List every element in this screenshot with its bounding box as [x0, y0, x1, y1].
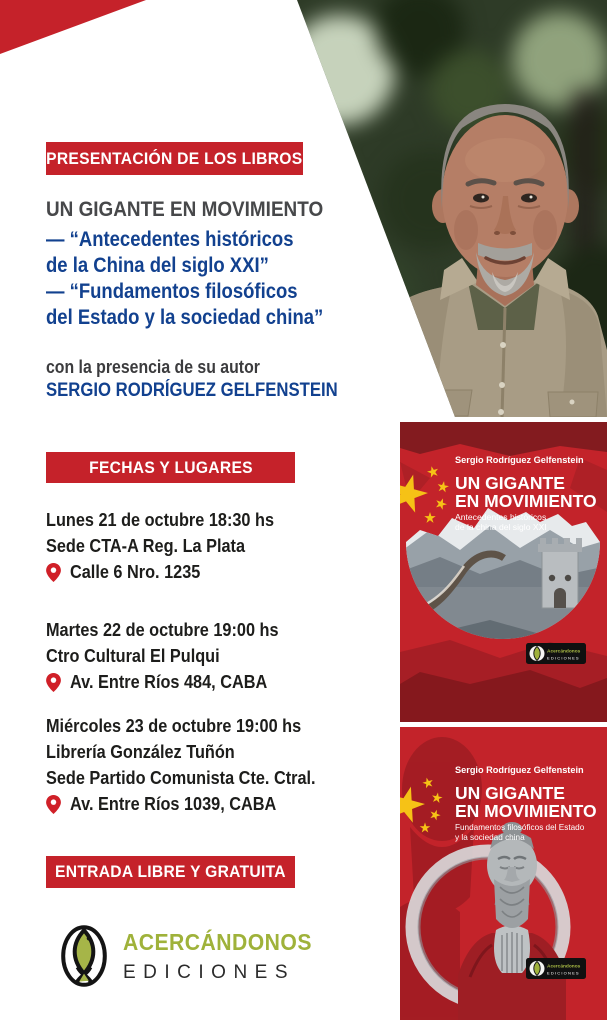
map-pin-icon [46, 673, 61, 692]
presence-line: con la presencia de su autor [46, 357, 260, 377]
event-venue: Sede CTA-A Reg. La Plata [46, 535, 246, 556]
event-address-row [46, 559, 386, 585]
subtitle-line-1: — “Antecedentes históricos [46, 228, 294, 251]
subtitle-line-2: de la China del siglo XXI” [46, 254, 269, 277]
cover-subtitle-line1: Fundamentos filosóficos del Estado [455, 823, 585, 832]
event-date: Lunes 21 de octubre 18:30 hs [46, 509, 275, 530]
dates-banner-label: FECHAS Y LUGARES [88, 457, 253, 477]
corner-triangle-decoration [0, 0, 146, 54]
cover-title-line2: EN MOVIMIENTO [455, 491, 597, 511]
cover-title-line1: UN GIGANTE [455, 473, 565, 493]
cover-publisher-badge [526, 643, 586, 664]
event-address: Av. Entre Ríos 484, CABA [70, 671, 268, 692]
cover-subtitle-line2: y la sociedad china [455, 833, 525, 842]
event-2 [46, 617, 386, 695]
event-3 [46, 713, 386, 817]
badge-line1: Acercándonos [547, 964, 581, 970]
book-cover-1-art [400, 422, 607, 722]
event-1 [46, 507, 386, 585]
map-pin-icon [46, 563, 61, 582]
cover-title-line1: UN GIGANTE [455, 783, 565, 803]
publisher-name: ACERCÁNDONOS [123, 928, 312, 955]
map-pin-icon [46, 795, 61, 814]
cover-subtitle-line1: Antecedentes históricos [455, 512, 547, 522]
publisher-text [123, 929, 328, 984]
cover-publisher-badge [526, 958, 586, 979]
badge-line2: EDICIONES [547, 970, 580, 976]
event-address-row [46, 791, 386, 817]
author-presence-block [46, 356, 376, 403]
book-cover-1 [400, 422, 607, 722]
cover-author: Sergio Rodríguez Gelfenstein [455, 765, 584, 775]
event-address: Av. Entre Ríos 1039, CABA [70, 793, 277, 814]
presentation-banner-label: PRESENTACIÓN DE LOS LIBROS [46, 148, 303, 168]
event-date: Martes 22 de octubre 19:00 hs [46, 619, 279, 640]
event-date: Miércoles 23 de octubre 19:00 hs [46, 715, 302, 736]
book-main-title: UN GIGANTE EN MOVIMIENTO [46, 197, 324, 221]
presentation-banner [46, 142, 303, 175]
admission-banner-label: ENTRADA LIBRE Y GRATUITA [55, 862, 286, 881]
cover-author: Sergio Rodríguez Gelfenstein [455, 455, 584, 465]
cover-subtitle-line2: de la china del siglo XXI [455, 522, 547, 532]
publisher-division: EDICIONES [123, 961, 296, 983]
admission-banner [46, 856, 295, 888]
subtitle-line-3: — “Fundamentos filosóficos [46, 280, 298, 303]
dates-banner [46, 452, 295, 483]
publisher-fish-icon [60, 924, 108, 988]
badge-line2: EDICIONES [547, 655, 580, 661]
intro-block [46, 196, 376, 331]
book-cover-2 [400, 727, 607, 1020]
event-venue-2: Sede Partido Comunista Cte. Ctral. [46, 767, 316, 788]
event-address: Calle 6 Nro. 1235 [70, 561, 201, 582]
subtitle-line-4: del Estado y la sociedad china” [46, 306, 324, 329]
publisher-logo [60, 924, 328, 988]
author-name: SERGIO RODRÍGUEZ GELFENSTEIN [46, 380, 338, 401]
badge-line1: Acercándonos [547, 649, 581, 655]
event-venue: Librería González Tuñón [46, 741, 235, 762]
book-cover-2-art [400, 727, 607, 1020]
event-venue: Ctro Cultural El Pulqui [46, 645, 220, 666]
cover-title-line2: EN MOVIMIENTO [455, 801, 597, 821]
event-address-row [46, 669, 386, 695]
